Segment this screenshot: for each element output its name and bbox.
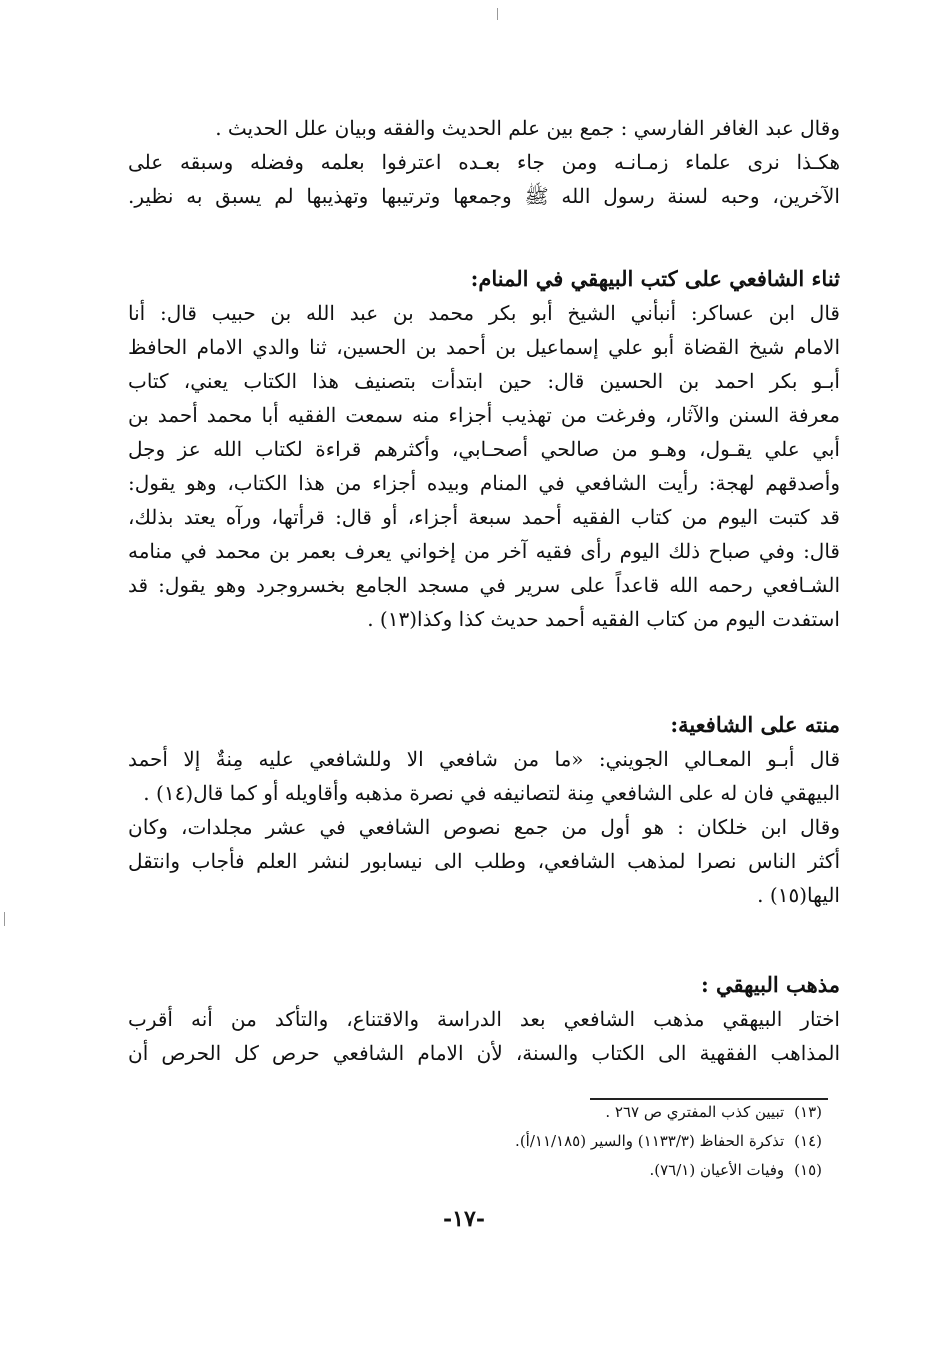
text-line: قد كتبت اليوم من كتاب الفقيه أحمد سبعة أجزاء، أو قال: قرأتها، ورآه يعتد بذلك، bbox=[128, 505, 840, 529]
text-line: أبي علي يقـول، وهـو من صالحي أصحـابي، وأكثرهم قراءة لكتاب الله عز وجل bbox=[128, 437, 840, 461]
text-line: قال أبـو المعـالي الجويني: «ما من شافعي الا وللشافعي عليه مِنةٌ إلا أحمد bbox=[128, 747, 840, 771]
text-line: الآخرين، وحبه لسنة رسول الله ﷺ وجمعها وترتيبها وتهذيبها لم يسبق به نظير. bbox=[128, 184, 840, 208]
footnote bbox=[515, 1130, 822, 1152]
text-line: المذاهب الفقهية الى الكتاب والسنة، لأن الامام الشافعي حرص كل الحرص أن bbox=[128, 1041, 840, 1065]
footnote-number: (١٣) bbox=[794, 1103, 822, 1121]
text-line: أكثر الناس نصرا لمذهب الشافعي، وطلب الى نيسابور لنشر العلم فأجاب وانتقل bbox=[128, 849, 840, 873]
favor-section bbox=[128, 708, 840, 912]
text-line: الشـافعي رحمه الله قاعداً على سرير في مسجد الجامع بخسروجرد وهو يقول: قد bbox=[128, 573, 840, 597]
text-line: معرفة السنن والآثار، وفرغت من تهذيب أجزاء منه سمعت الفقيه أبا محمد أحمد بن bbox=[128, 403, 840, 427]
section-heading: مذهب البيهقي : bbox=[700, 972, 840, 997]
section-heading: منته على الشافعية: bbox=[670, 712, 840, 737]
footnote bbox=[649, 1159, 822, 1181]
footnote-number: (١٤) bbox=[794, 1132, 822, 1150]
text-line: قال ابن عساكر: أنبأني الشيخ أبو بكر محمد بن عبد الله بن حبيب قال: أنا bbox=[128, 301, 840, 325]
text-line: اختار البيهقي مذهب الشافعي بعد الدراسة والاقتناع، والتأكد من أنه أقرب bbox=[128, 1007, 840, 1031]
footnote-text: تبيين كذب المفتري ص ٢٦٧ . bbox=[605, 1103, 785, 1121]
text-line: الامام شيخ القضاة أبو علي إسماعيل بن أحمد بن الحسين، ثنا والدي الامام الحافظ bbox=[128, 335, 840, 359]
text-line: وأصدقهم لهجة: رأيت الشافعي في المنام وبيده أجزاء من هذا الكتاب، وهو يقول: bbox=[128, 471, 840, 495]
text-line: أبـو بكر احمد بن الحسين قال: حين ابتدأت بتصنيف هذا الكتاب يعني، كتاب bbox=[128, 369, 840, 393]
footnote-text: تذكرة الحفاظ (١١٣٣/٣) والسير (١١/١٨٥/أ). bbox=[515, 1132, 785, 1150]
footnote bbox=[605, 1101, 822, 1123]
madhhab-section bbox=[128, 968, 840, 1070]
footnote-text: وفيات الأعيان (٧٦/١). bbox=[649, 1161, 785, 1179]
shafii-praise-section bbox=[128, 262, 840, 636]
footnote-number: (١٥) bbox=[794, 1161, 822, 1179]
page-number: -١٧- bbox=[443, 1206, 485, 1232]
text-line: البيهقي فان له على الشافعي مِنة لتصانيفه في نصرة مذهبه وأقاويله أو كما قال(١٤) . bbox=[143, 781, 840, 805]
scan-mark-top bbox=[497, 8, 498, 20]
text-line: وقال عبد الغافر الفارسي : جمع بين علم الحديث والفقه وبيان علل الحديث . bbox=[215, 116, 840, 140]
text-line: قال: وفي صباح ذلك اليوم رأى فقيه آخر من إخواني يعرف بعمر بن محمد في منامه bbox=[128, 539, 840, 563]
intro-paragraph bbox=[128, 111, 840, 213]
text-line: اليها(١٥) . bbox=[757, 883, 840, 907]
text-line: وقال ابن خلكان : هو أول من جمع نصوص الشافعي في عشر مجلدات، وكان bbox=[128, 815, 840, 839]
section-heading: ثناء الشافعي على كتب البيهقي في المنام: bbox=[470, 266, 840, 291]
text-line: استفدت اليوم من كتاب الفقيه أحمد حديث كذا وكذا(١٣) . bbox=[367, 607, 840, 631]
footnote-separator bbox=[590, 1098, 828, 1100]
text-line: هكـذا نرى علماء زمـانـه ومن جاء بعـده اعترفوا بعلمه وفضله وسبقه على bbox=[128, 150, 840, 174]
scan-mark-left bbox=[4, 912, 5, 926]
